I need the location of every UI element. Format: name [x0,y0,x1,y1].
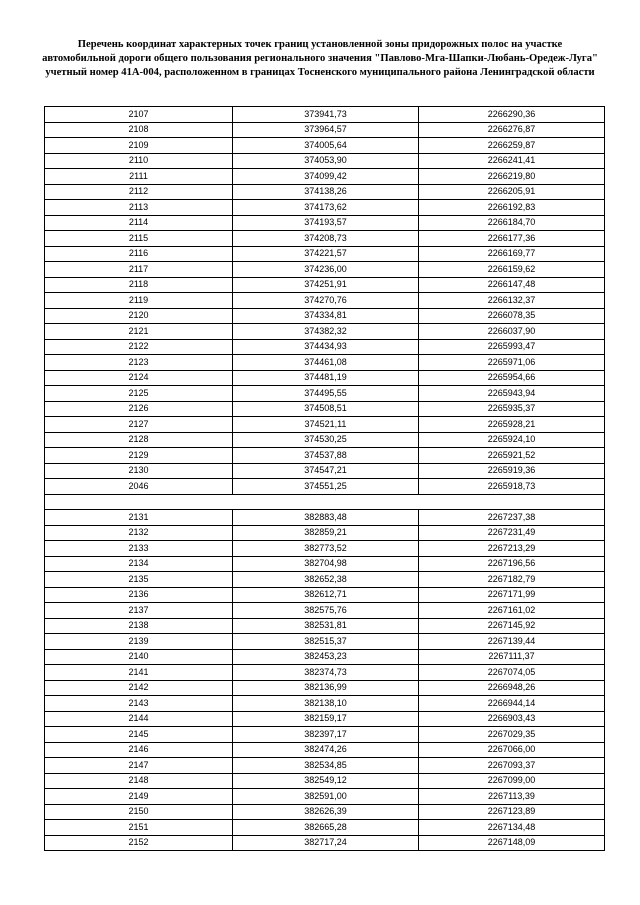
table-row [45,479,605,495]
x-coordinate-cell: 382626,39 [233,804,419,820]
table-row [45,122,605,138]
table-row [45,308,605,324]
y-coordinate-cell: 2266903,43 [419,711,605,727]
table-row [45,293,605,309]
separator-cell [45,494,605,510]
point-number-cell: 2131 [45,510,233,526]
x-coordinate-cell: 374530,25 [233,432,419,448]
table-row [45,200,605,216]
table-row [45,510,605,526]
table-row [45,556,605,572]
y-coordinate-cell: 2266948,26 [419,680,605,696]
x-coordinate-cell: 382591,00 [233,789,419,805]
point-number-cell: 2135 [45,572,233,588]
table-row [45,773,605,789]
point-number-cell: 2141 [45,665,233,681]
point-number-cell: 2114 [45,215,233,231]
point-number-cell: 2046 [45,479,233,495]
point-number-cell: 2120 [45,308,233,324]
point-number-cell: 2136 [45,587,233,603]
x-coordinate-cell: 382531,81 [233,618,419,634]
table-row [45,742,605,758]
point-number-cell: 2132 [45,525,233,541]
x-coordinate-cell: 382549,12 [233,773,419,789]
table-row [45,680,605,696]
point-number-cell: 2133 [45,541,233,557]
x-coordinate-cell: 374208,73 [233,231,419,247]
table-row [45,603,605,619]
point-number-cell: 2147 [45,758,233,774]
point-number-cell: 2125 [45,386,233,402]
point-number-cell: 2149 [45,789,233,805]
point-number-cell: 2124 [45,370,233,386]
x-coordinate-cell: 374382,32 [233,324,419,340]
y-coordinate-cell: 2265971,06 [419,355,605,371]
table-row [45,339,605,355]
x-coordinate-cell: 382612,71 [233,587,419,603]
table-row [45,835,605,851]
table-row [45,262,605,278]
table-row [45,665,605,681]
table-row [45,758,605,774]
table-row [45,463,605,479]
table-row [45,572,605,588]
point-number-cell: 2138 [45,618,233,634]
x-coordinate-cell: 373964,57 [233,122,419,138]
x-coordinate-cell: 382717,24 [233,835,419,851]
y-coordinate-cell: 2266205,91 [419,184,605,200]
point-number-cell: 2150 [45,804,233,820]
point-number-cell: 2122 [45,339,233,355]
table-row [45,153,605,169]
y-coordinate-cell: 2266290,36 [419,107,605,123]
table-row [45,246,605,262]
point-number-cell: 2137 [45,603,233,619]
point-number-cell: 2144 [45,711,233,727]
point-number-cell: 2139 [45,634,233,650]
x-coordinate-cell: 374551,25 [233,479,419,495]
y-coordinate-cell: 2267182,79 [419,572,605,588]
table-row [45,184,605,200]
y-coordinate-cell: 2267196,56 [419,556,605,572]
x-coordinate-cell: 374138,26 [233,184,419,200]
y-coordinate-cell: 2266037,90 [419,324,605,340]
x-coordinate-cell: 374521,11 [233,417,419,433]
y-coordinate-cell: 2267123,89 [419,804,605,820]
point-number-cell: 2134 [45,556,233,572]
y-coordinate-cell: 2265921,52 [419,448,605,464]
table-row [45,649,605,665]
point-number-cell: 2152 [45,835,233,851]
x-coordinate-cell: 382883,48 [233,510,419,526]
y-coordinate-cell: 2266159,62 [419,262,605,278]
y-coordinate-cell: 2267099,00 [419,773,605,789]
table-row [45,727,605,743]
x-coordinate-cell: 374547,21 [233,463,419,479]
x-coordinate-cell: 382704,98 [233,556,419,572]
x-coordinate-cell: 374005,64 [233,138,419,154]
y-coordinate-cell: 2266276,87 [419,122,605,138]
point-number-cell: 2128 [45,432,233,448]
point-number-cell: 2121 [45,324,233,340]
point-number-cell: 2148 [45,773,233,789]
point-number-cell: 2111 [45,169,233,185]
table-row [45,820,605,836]
y-coordinate-cell: 2266184,70 [419,215,605,231]
x-coordinate-cell: 382652,38 [233,572,419,588]
point-number-cell: 2110 [45,153,233,169]
y-coordinate-cell: 2267231,49 [419,525,605,541]
point-number-cell: 2108 [45,122,233,138]
x-coordinate-cell: 382515,37 [233,634,419,650]
table-row [45,525,605,541]
x-coordinate-cell: 374434,93 [233,339,419,355]
point-number-cell: 2143 [45,696,233,712]
table-row [45,789,605,805]
y-coordinate-cell: 2267113,39 [419,789,605,805]
y-coordinate-cell: 2265924,10 [419,432,605,448]
y-coordinate-cell: 2265935,37 [419,401,605,417]
y-coordinate-cell: 2266177,36 [419,231,605,247]
point-number-cell: 2119 [45,293,233,309]
x-coordinate-cell: 382665,28 [233,820,419,836]
table-row [45,138,605,154]
point-number-cell: 2112 [45,184,233,200]
point-number-cell: 2127 [45,417,233,433]
y-coordinate-cell: 2266132,37 [419,293,605,309]
table-row [45,804,605,820]
table-row [45,696,605,712]
x-coordinate-cell: 374508,51 [233,401,419,417]
y-coordinate-cell: 2267213,29 [419,541,605,557]
point-number-cell: 2118 [45,277,233,293]
y-coordinate-cell: 2267237,38 [419,510,605,526]
point-number-cell: 2145 [45,727,233,743]
x-coordinate-cell: 374221,57 [233,246,419,262]
table-row [45,417,605,433]
x-coordinate-cell: 374173,62 [233,200,419,216]
point-number-cell: 2129 [45,448,233,464]
table-row [45,324,605,340]
table-row [45,634,605,650]
x-coordinate-cell: 382534,85 [233,758,419,774]
y-coordinate-cell: 2266259,87 [419,138,605,154]
x-coordinate-cell: 374053,90 [233,153,419,169]
x-coordinate-cell: 374270,76 [233,293,419,309]
y-coordinate-cell: 2267066,00 [419,742,605,758]
y-coordinate-cell: 2266169,77 [419,246,605,262]
x-coordinate-cell: 374099,42 [233,169,419,185]
x-coordinate-cell: 374193,57 [233,215,419,231]
table-row [45,432,605,448]
point-number-cell: 2117 [45,262,233,278]
x-coordinate-cell: 374495,55 [233,386,419,402]
x-coordinate-cell: 382453,23 [233,649,419,665]
y-coordinate-cell: 2266147,48 [419,277,605,293]
y-coordinate-cell: 2267134,48 [419,820,605,836]
point-number-cell: 2151 [45,820,233,836]
x-coordinate-cell: 374236,00 [233,262,419,278]
x-coordinate-cell: 382136,99 [233,680,419,696]
point-number-cell: 2107 [45,107,233,123]
y-coordinate-cell: 2267148,09 [419,835,605,851]
table-row [45,355,605,371]
y-coordinate-cell: 2267161,02 [419,603,605,619]
table-row [45,215,605,231]
x-coordinate-cell: 374481,19 [233,370,419,386]
y-coordinate-cell: 2266219,80 [419,169,605,185]
point-number-cell: 2130 [45,463,233,479]
point-number-cell: 2115 [45,231,233,247]
point-number-cell: 2126 [45,401,233,417]
coordinates-table [44,106,605,851]
table-row [45,386,605,402]
x-coordinate-cell: 382773,52 [233,541,419,557]
y-coordinate-cell: 2265928,21 [419,417,605,433]
y-coordinate-cell: 2267093,37 [419,758,605,774]
y-coordinate-cell: 2267074,05 [419,665,605,681]
table-row [45,587,605,603]
x-coordinate-cell: 374461,08 [233,355,419,371]
x-coordinate-cell: 382159,17 [233,711,419,727]
point-number-cell: 2140 [45,649,233,665]
table-row [45,541,605,557]
table-row [45,107,605,123]
table-row [45,370,605,386]
table-row [45,231,605,247]
x-coordinate-cell: 382859,21 [233,525,419,541]
y-coordinate-cell: 2267111,37 [419,649,605,665]
y-coordinate-cell: 2267139,44 [419,634,605,650]
x-coordinate-cell: 382474,26 [233,742,419,758]
point-number-cell: 2109 [45,138,233,154]
point-number-cell: 2116 [45,246,233,262]
table-row [45,711,605,727]
table-row [45,169,605,185]
y-coordinate-cell: 2265918,73 [419,479,605,495]
y-coordinate-cell: 2265993,47 [419,339,605,355]
y-coordinate-cell: 2267171,99 [419,587,605,603]
y-coordinate-cell: 2265954,66 [419,370,605,386]
point-number-cell: 2146 [45,742,233,758]
table-row [45,618,605,634]
separator-row [45,494,605,510]
x-coordinate-cell: 374537,88 [233,448,419,464]
y-coordinate-cell: 2267029,35 [419,727,605,743]
table-row [45,277,605,293]
x-coordinate-cell: 374251,91 [233,277,419,293]
x-coordinate-cell: 382374,73 [233,665,419,681]
x-coordinate-cell: 374334,81 [233,308,419,324]
y-coordinate-cell: 2267145,92 [419,618,605,634]
y-coordinate-cell: 2266078,35 [419,308,605,324]
y-coordinate-cell: 2266192,83 [419,200,605,216]
point-number-cell: 2113 [45,200,233,216]
point-number-cell: 2142 [45,680,233,696]
y-coordinate-cell: 2265919,36 [419,463,605,479]
x-coordinate-cell: 373941,73 [233,107,419,123]
table-row [45,448,605,464]
page-title: Перечень координат характерных точек границ установленной зоны придорожных полос на участке автомобильной дороги общего пользования регионального значения "Павлово-Мга-Шапки-Любань-Оредеж-Луга" учетный номер 41А-004, расположенном в границах Тосненского муниципального района Ленинградской области [42,39,598,78]
x-coordinate-cell: 382397,17 [233,727,419,743]
x-coordinate-cell: 382138,10 [233,696,419,712]
point-number-cell: 2123 [45,355,233,371]
x-coordinate-cell: 382575,76 [233,603,419,619]
y-coordinate-cell: 2266944,14 [419,696,605,712]
y-coordinate-cell: 2265943,94 [419,386,605,402]
y-coordinate-cell: 2266241,41 [419,153,605,169]
table-row [45,401,605,417]
